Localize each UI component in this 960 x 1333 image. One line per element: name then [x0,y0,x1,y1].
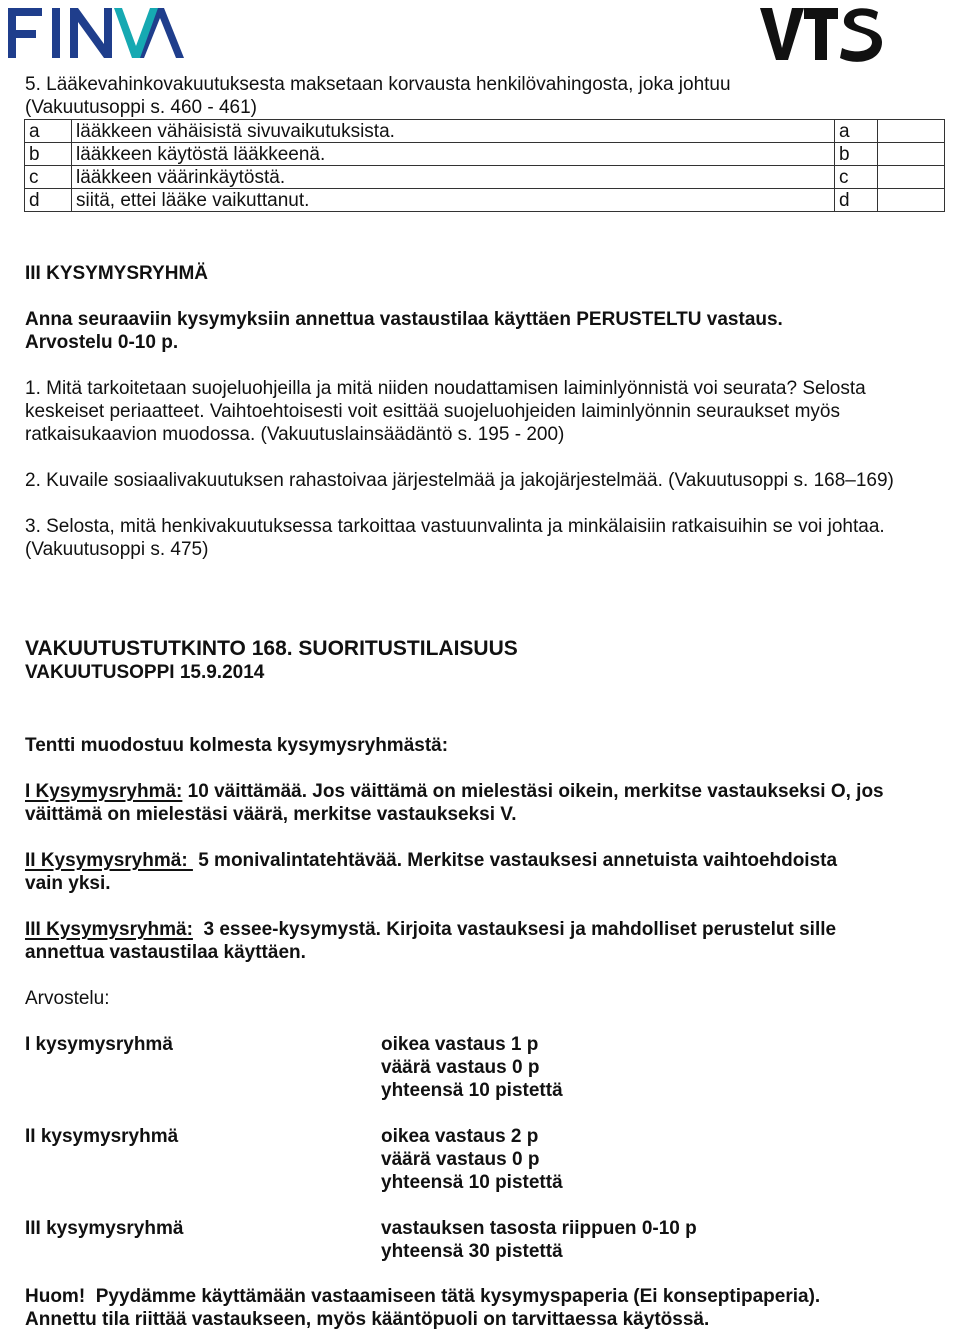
vts-logo [760,4,882,64]
option-letter: c [25,166,72,189]
option-text: siitä, ettei lääke vaikuttanut. [72,189,835,212]
group-2-description [25,849,837,872]
group-1-text: 10 väittämää. Jos väittämä on mielestäsi oikein, merkitse vastaukseksi O, jos [182,781,884,802]
option-row-d [25,189,945,212]
grading-line: oikea vastaus 2 p [381,1126,539,1147]
group-1-description [25,780,884,803]
answer-box[interactable] [878,166,945,189]
grading-line: väärä vastaus 0 p [381,1057,540,1078]
finva-logo [6,4,186,62]
answer-letter: b [835,143,878,166]
grading-group-label: I kysymysryhmä [25,1034,173,1055]
grading-line: oikea vastaus 1 p [381,1034,539,1055]
answer-options-table [24,119,945,212]
option-text: lääkkeen vähäisistä sivuvaikutuksista. [72,120,835,143]
exam-title: VAKUUTUSTUTKINTO 168. SUORITUSTILAISUUS [25,637,518,660]
option-row-a [25,120,945,143]
group-3-label: III Kysymysryhmä: [25,919,193,940]
essay-question-1-line: 1. Mitä tarkoitetaan suojeluohjeilla ja mitä niiden noudattamisen laiminlyönnistä voi seurata? Selosta [25,378,866,399]
essay-question-1-line: keskeiset periaatteet. Vaihtoehtoisesti voit esittää suojeluohjeiden laiminlyönnin seuraukset myös [25,401,840,422]
grading-line: yhteensä 10 pistettä [381,1080,563,1101]
answer-box[interactable] [878,120,945,143]
group-2-text: 5 monivalintatehtävää. Merkitse vastauksesi annetuista vaihtoehdoista [192,850,838,871]
question-5-source: (Vakuutusoppi s. 460 - 461) [25,97,258,118]
group-3-heading: III KYSYMYSRYHMÄ [25,263,208,284]
group-3-grading: Arvostelu 0-10 p. [25,332,179,353]
group-3-description [25,918,836,941]
group-1-label: I Kysymysryhmä: [25,781,183,802]
grading-title: Arvostelu: [25,988,110,1009]
grading-line: vastauksen tasosta riippuen 0-10 p [381,1218,697,1239]
option-letter: b [25,143,72,166]
option-row-c [25,166,945,189]
essay-question-3-line: 3. Selosta, mitä henkivakuutuksessa tarkoittaa vastuunvalinta ja minkälaisiin ratkaisuihin se voi johtaa. [25,516,885,537]
group-3-instruction: Anna seuraaviin kysymyksiin annettua vastaustilaa käyttäen PERUSTELTU vastaus. [25,309,783,330]
group-3-description-line2: annettua vastaustilaa käyttäen. [25,942,306,963]
group-1-description-line2: väittämä on mielestäsi väärä, merkitse vastaukseksi V. [25,804,517,825]
answer-letter: c [835,166,878,189]
grading-group-label: II kysymysryhmä [25,1126,179,1147]
group-2-description-line2: vain yksi. [25,873,111,894]
answer-box[interactable] [878,143,945,166]
essay-question-3-line: (Vakuutusoppi s. 475) [25,539,209,560]
option-letter: d [25,189,72,212]
group-3-text: 3 essee-kysymystä. Kirjoita vastauksesi ja mahdolliset perustelut sille [192,919,837,940]
note-line-2: Annettu tila riittää vastaukseen, myös kääntöpuoli on tarvittaessa käytössä. [25,1309,710,1330]
option-text: lääkkeen väärinkäytöstä. [72,166,835,189]
grading-line: yhteensä 10 pistettä [381,1172,563,1193]
exam-subtitle: VAKUUTUSOPPI 15.9.2014 [25,662,265,683]
group-2-label: II Kysymysryhmä: [25,850,193,871]
option-letter: a [25,120,72,143]
note-line-1: Huom! Pyydämme käyttämään vastaamiseen tätä kysymyspaperia (Ei konseptipaperia). [25,1286,821,1307]
answer-box[interactable] [878,189,945,212]
grading-group-label: III kysymysryhmä [25,1218,184,1239]
grading-line: väärä vastaus 0 p [381,1149,540,1170]
option-row-b [25,143,945,166]
answer-letter: d [835,189,878,212]
essay-question-1-line: ratkaisukaavion muodossa. (Vakuutuslainsäädäntö s. 195 - 200) [25,424,565,445]
question-5-text: 5. Lääkevahinkovakuutuksesta maksetaan korvausta henkilövahingosta, joka johtuu [25,74,731,95]
exam-intro: Tentti muodostuu kolmesta kysymysryhmästä: [25,735,449,756]
answer-letter: a [835,120,878,143]
option-text: lääkkeen käytöstä lääkkeenä. [72,143,835,166]
essay-question-2: 2. Kuvaile sosiaalivakuutuksen rahastoivaa järjestelmää ja jakojärjestelmää. (Vakuutusoppi s. 168–169) [25,470,894,491]
grading-line: yhteensä 30 pistettä [381,1241,563,1262]
